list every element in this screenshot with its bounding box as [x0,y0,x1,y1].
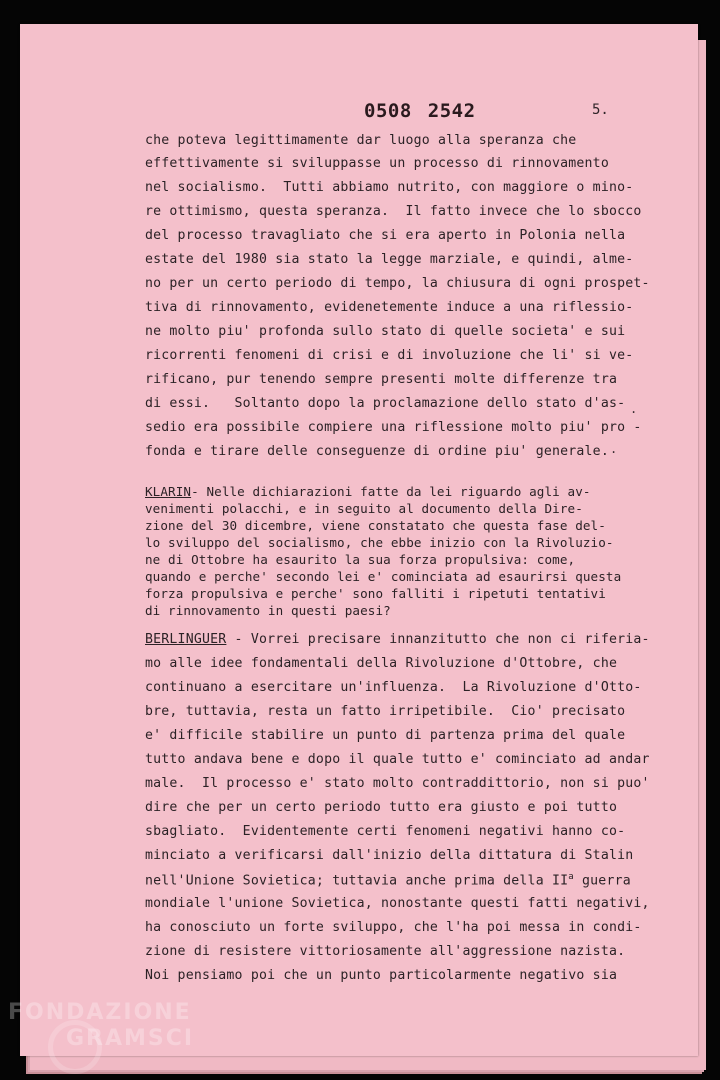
text-line: mondiale l'unione Sovietica, nonostante questi fatti negativi, [145,896,650,911]
text-line: minciato a verificarsi dall'inizio della dittatura di Stalin [145,848,634,863]
text-line: del processo travagliato che si era aperto in Polonia nella [145,228,626,243]
text-line: ricorrenti fenomeni di crisi e di involuzione che li' si ve- [145,348,634,363]
page-header [0,98,720,128]
text-line: sbagliato. Evidentemente certi fenomeni negativi hanno co- [145,824,626,839]
text-line: dire che per un certo periodo tutto era giusto e poi tutto [145,800,618,815]
text-line: no per un certo periodo di tempo, la chiusura di ogni prospet- [145,276,650,291]
text-line: effettivamente si sviluppasse un processo di rinnovamento [145,156,609,171]
text-line: mo alle idee fondamentali della Rivoluzione d'Ottobre, che [145,656,618,671]
text-line: bre, tuttavia, resta un fatto irripetibile. Cio' precisato [145,704,626,719]
text-line: di essi. Soltanto dopo la proclamazione dello stato d'as- [145,396,626,411]
answer-first-line-text: - Vorrei precisare innanzitutto che non ci riferia- [226,632,650,647]
text-line: forza propulsiva e perche' sono falliti i ripetuti tentativi [145,586,606,601]
superscript-a: a [568,872,574,882]
text-line: tiva di rinnovamento, evidenetemente induce a una riflessio- [145,300,634,315]
text-line: di rinnovamento in questi paesi? [145,603,391,618]
answer-first-line [145,632,650,647]
watermark-line-2: GRAMSCI [66,1026,195,1051]
text-line: ne molto piu' profonda sullo stato di quelle societa' e sui [145,324,626,339]
fondazione-gramsci-watermark [8,998,198,1078]
question-first-line-text: - Nelle dichiarazioni fatte da lei riguardo agli av- [191,484,591,499]
speaker-klarin: KLARIN [145,484,192,499]
text-line: sedio era possibile compiere una riflessione molto piu' pro - [145,420,642,435]
margin-mark: . [630,402,638,416]
text-line-tail: guerra [573,873,631,889]
question-first-line [145,484,591,499]
text-line: lo sviluppo del socialismo, che ebbe inizio con la Rivoluzio- [145,535,614,550]
archive-stamp-number [364,100,492,122]
archive-code-2: 2542 [427,100,476,122]
text-line: zione del 30 dicembre, viene constatato che questa fase del- [145,518,606,533]
text-line: rificano, pur tenendo sempre presenti molte differenze tra [145,372,618,387]
archive-code-1: 0508 [364,100,412,122]
text-line: che poteva legittimamente dar luogo alla speranza che [145,133,577,148]
text-line: zione di resistere vittoriosamente all'aggressione nazista. [145,944,626,959]
text-line: re ottimismo, questa speranza. Il fatto invece che lo sbocco [145,204,642,219]
page-number: 5. [592,102,609,118]
text-line: continuano a esercitare un'influenza. La Rivoluzione d'Otto- [145,680,642,695]
text-line: tutto andava bene e dopo il quale tutto e' cominciato ad andar [145,752,650,767]
text-line: nel socialismo. Tutti abbiamo nutrito, con maggiore o mino- [145,180,634,195]
text-line-with-superscript [145,872,631,888]
text-line: venimenti polacchi, e in seguito al documento della Dire- [145,501,583,516]
text-line: ha conosciuto un forte sviluppo, che l'ha poi messa in condi- [145,920,642,935]
text-line: male. Il processo e' stato molto contraddittorio, non si puo' [145,776,650,791]
text-line: quando e perche' secondo lei e' cominciata ad esaurirsi questa [145,569,622,584]
speaker-berlinguer: BERLINGUER [145,632,227,647]
text-line: ne di Ottobre ha esaurito la sua forza propulsiva: come, [145,552,576,567]
text-line: fonda e tirare delle conseguenze di ordine piu' generale. [145,444,609,459]
watermark-line-1: FONDAZIONE [8,1000,192,1025]
margin-mark: . [610,442,618,456]
text-line: e' difficile stabilire un punto di partenza prima del quale [145,728,626,743]
text-line-body: nell'Unione Sovietica; tuttavia anche prima della II [145,873,569,889]
text-line: estate del 1980 sia stato la legge marziale, e quindi, alme- [145,252,634,267]
text-line: Noi pensiamo poi che un punto particolarmente negativo sia [145,968,618,983]
